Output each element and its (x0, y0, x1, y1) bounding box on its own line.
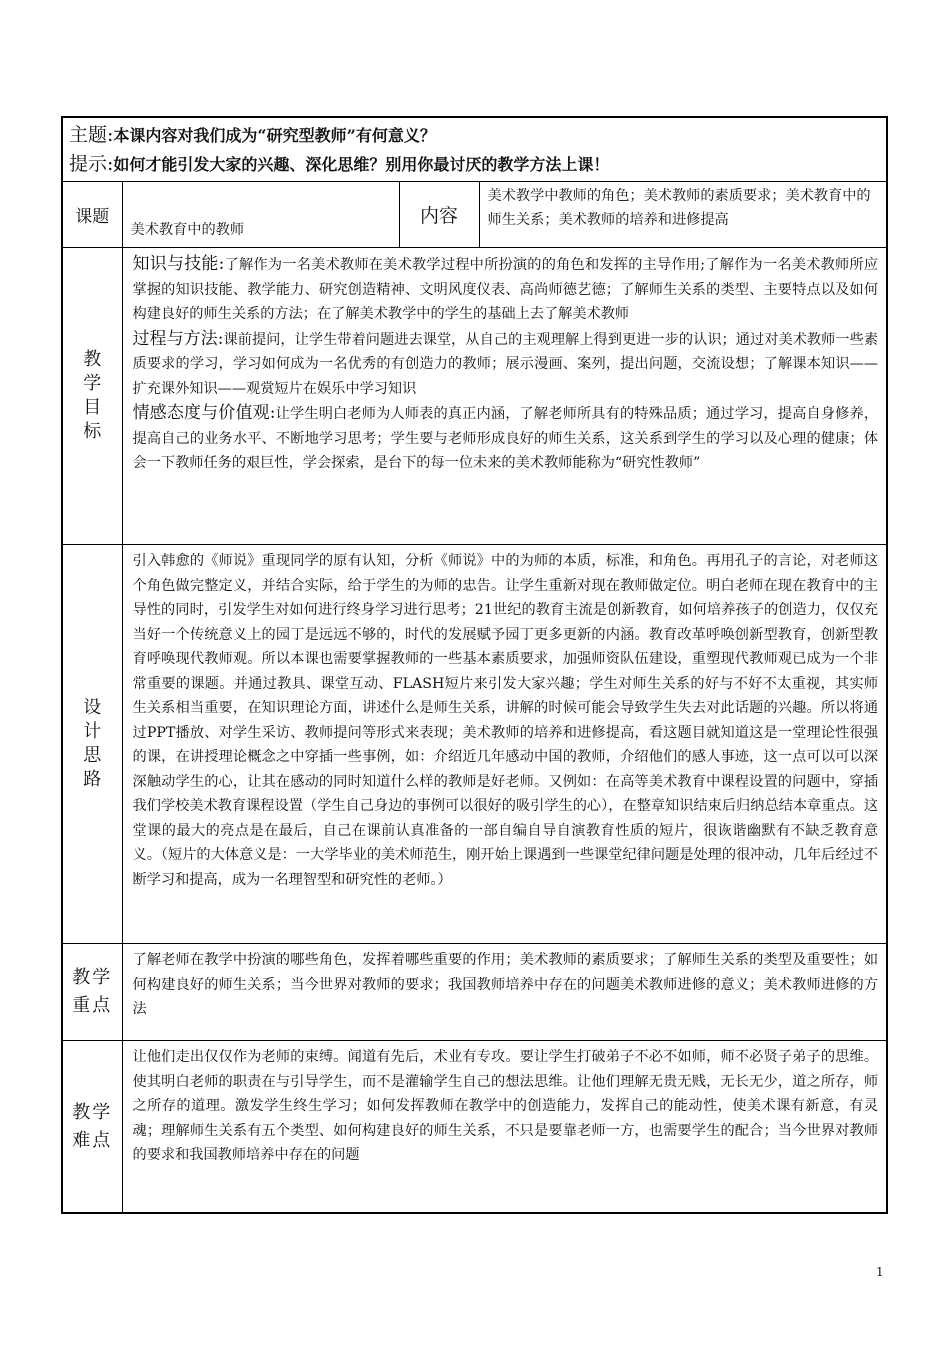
knowledge-label: 知识与技能: (132, 254, 225, 274)
key-points-row (62, 944, 887, 1041)
course-row (62, 182, 887, 248)
difficulties-label-line: 难点 (72, 1129, 113, 1151)
course-content-value: 美术教学中教师的角色；美术教师的素质要求；美术教育中的师生关系；美术教师的培养和进修提高 (479, 182, 887, 248)
design-label-char: 设 (83, 697, 102, 718)
process-text: 课前提问，让学生带着问题进去课堂，从自己的主观理解上得到更进一步的认识；通过对美术教师一些素质要求的学习，学习如何成为一名优秀的有创造力的教师；展示漫画、案列，提出问题，交流设想；了解课本知识——扩充课外知识——观赏短片在娱乐中学习知识 (132, 331, 879, 397)
course-title-value: 美术教育中的教师 (122, 182, 399, 248)
difficulties-row (62, 1041, 887, 1214)
knowledge-text: 了解作为一名美术教师在美术教学过程中所扮演的的角色和发挥的主导作用;了解作为一名美术教师所应掌握的知识技能、教学能力、研究创造精神、文明风度仪表、高尚师德艺德；了解师生关系的类型、主要特点以及如何构建良好的师生关系的方法；在了解美术教学中的学生的基础上去了解美术教师 (132, 257, 879, 322)
course-title-label: 课题 (62, 182, 122, 248)
design-row (62, 545, 887, 944)
objectives-label (62, 248, 122, 545)
topic-text: 本课内容对我们成为“研究型教师”有何意义？ (113, 126, 436, 145)
emotion-text: 让学生明白老师为人师表的真正内涵，了解老师所具有的特殊品质；通过学习，提高自身修养，提高自己的业务水平、不断地学习思考；学生要与老师形成良好的师生关系，这关系到学生的学习以及心理的健康；体会一下教师任务的艰巨性，学会探索，是台下的每一位未来的美术教师能称为“研究性教师” (132, 406, 879, 471)
objectives-label-char: 学 (83, 373, 102, 394)
design-label (62, 545, 122, 944)
objectives-row (62, 248, 887, 545)
difficulties-content: 让他们走出仅仅作为老师的束缚。闻道有先后，术业有专攻。要让学生打破弟子不必不如师，师不必贤子弟子的思维。使其明白老师的职责在与引导学生，而不是灌输学生自己的想法思维。让他们理解无贵无贱，无长无少，道之所存，师之所存的道理。激发学生终生学习；如何发挥教师在教学中的创造能力，发挥自己的能动性，使美术课有新意，有灵魂；理解师生关系有五个类型、如何构建良好的师生关系，不只是要靠老师一方，也需要学生的配合；当今世界对教师的要求和我国教师培养中存在的问题 (122, 1041, 887, 1214)
hint-label: 提示: (69, 153, 114, 175)
difficulties-label (62, 1041, 122, 1214)
objectives-label-char: 目 (83, 397, 102, 418)
objectives-label-char: 教 (83, 349, 102, 370)
design-label-char: 计 (83, 721, 102, 742)
hint-text: 如何才能引发大家的兴趣、深化思维？别用你最讨厌的教学方法上课！ (113, 155, 610, 174)
key-points-label (62, 944, 122, 1041)
emotion-label: 情感态度与价值观: (132, 403, 276, 423)
design-label-char: 思 (83, 745, 102, 766)
process-label: 过程与方法: (132, 328, 224, 349)
design-label-char: 路 (83, 769, 102, 790)
topic-line (69, 121, 880, 150)
key-points-label-line: 教学 (72, 967, 113, 988)
course-content-label: 内容 (399, 182, 479, 248)
key-points-label-line: 重点 (72, 995, 113, 1016)
header-cell (62, 117, 887, 182)
page-number: 1 (876, 1265, 884, 1279)
objectives-content (122, 248, 887, 545)
header-row (62, 117, 887, 182)
objectives-label-char: 标 (83, 421, 102, 442)
key-points-content: 了解老师在教学中扮演的哪些角色，发挥着哪些重要的作用；美术教师的素质要求；了解师生关系的类型及重要性；如何构建良好的师生关系；当今世界对教师的要求；我国教师培养中存在的问题美术教师进修的意义；美术教师进修的方法 (122, 944, 887, 1041)
lesson-plan-table (61, 116, 888, 1214)
topic-label: 主题: (69, 124, 114, 146)
difficulties-label-line: 教学 (72, 1101, 113, 1123)
hint-line (69, 150, 880, 179)
design-content: 引入韩愈的《师说》重现同学的原有认知，分析《师说》中的为师的本质，标准，和角色。再用孔子的言论，对老师这个角色做完整定义，并结合实际，给于学生的为师的忠告。让学生重新对现在教师做定位。明白老师在现在教育中的主导性的同时，引发学生对如何进行终身学习进行思考；21世纪的教育主流是创新教育，如何培养孩子的创造力，仅仅充当好一个传统意义上的园丁是远远不够的，时代的发展赋予园丁更多更新的内涵。教育改革呼唤创新型教育，创新型教育呼唤现代教师观。所以本课也需要掌握教师的一些基本素质要求，加强师资队伍建设，重塑现代教师观已成为一个非常重要的课题。并通过教具、课堂互动、FLASH短片来引发大家兴趣；学生对师生关系的好与不好不太重视，其实师生关系相当重要，在知识理论方面，讲述什么是师生关系，讲解的时候可能会导致学生失去对此话题的兴趣。所以将通过PPT播放、对学生采访、教师提问等形式来表现；美术教师的培养和进修提高，看这题目就知道这是一堂理论性很强的课，在讲授理论概念之中穿插一些事例，如：介绍近几年感动中国的教师，介绍他们的感人事迹，这一点可以可以深深触动学生的心，让其在感动的同时知道什么样的教师是好老师。又例如：在高等美术教育中课程设置的问题中，穿插我们学校美术教育课程设置（学生自己身边的事例可以很好的吸引学生的心），在整章知识结束后归纳总结本章重点。这堂课的最大的亮点是在最后，自己在课前认真准备的一部自编自导自演教育性质的短片，很诙谐幽默有不缺乏教育意义。（短片的大体意义是：一大学毕业的美术师范生，刚开始上课遇到一些课堂纪律问题是处理的很冲动，几年后经过不断学习和提高，成为一名理智型和研究性的老师。） (122, 545, 887, 944)
